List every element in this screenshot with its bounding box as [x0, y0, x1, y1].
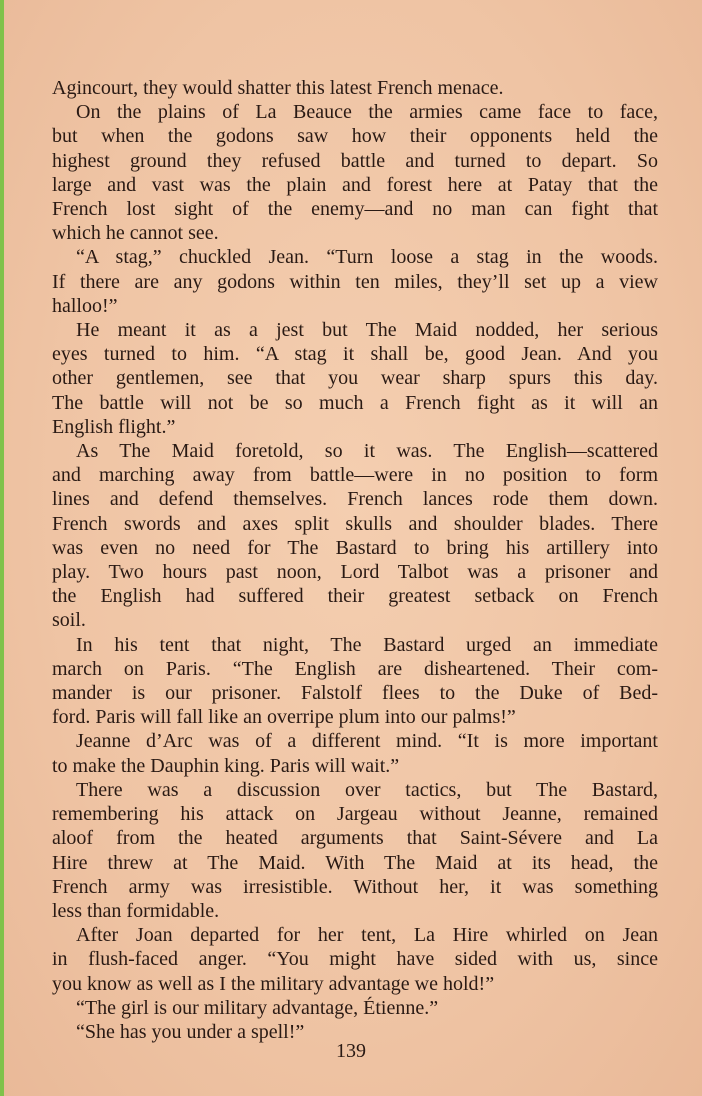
paragraph — [52, 100, 658, 245]
text-line: The battle will not be so much a French fight as it will an — [52, 391, 658, 414]
text-line: march on Paris. “The English are disheartened. Their com- — [52, 657, 658, 680]
text-line: “A stag,” chuckled Jean. “Turn loose a stag in the woods. — [76, 246, 658, 269]
page-edge — [0, 0, 4, 1096]
text-line: you know as well as I the military advantage we hold!” — [52, 972, 495, 995]
text-line: Jeanne d’Arc was of a different mind. “It is more important — [76, 730, 658, 753]
paragraph — [52, 318, 658, 439]
text-line: mander is our prisoner. Falstolf flees to the Duke of Bed- — [52, 682, 658, 705]
text-line: other gentlemen, see that you wear sharp spurs this day. — [52, 367, 658, 390]
text-line: large and vast was the plain and forest here at Patay that the — [52, 173, 658, 196]
paragraph — [52, 633, 658, 730]
text-line: In his tent that night, The Bastard urged an immediate — [76, 633, 658, 656]
text-line: French army was irresistible. Without her, it was something — [52, 875, 658, 898]
text-line: halloo!” — [52, 294, 118, 317]
paragraph — [52, 923, 658, 996]
text-line: and marching away from battle—were in no position to form — [52, 464, 658, 487]
text-line: soil. — [52, 609, 86, 632]
page-number: 139 — [336, 1040, 366, 1062]
paragraph — [52, 245, 658, 318]
paragraph — [52, 996, 658, 1020]
body-text — [52, 76, 658, 1044]
text-line: play. Two hours past noon, Lord Talbot was a prisoner and — [52, 561, 658, 584]
text-line: the English had suffered their greatest setback on French — [52, 585, 658, 608]
text-line: which he cannot see. — [52, 222, 219, 245]
text-line: less than formidable. — [52, 899, 220, 922]
text-line: in flush-faced anger. “You might have sided with us, since — [52, 948, 658, 971]
text-line: French swords and axes split skulls and shoulder blades. There — [52, 512, 658, 535]
text-line: was even no need for The Bastard to bring his artillery into — [52, 536, 658, 559]
text-line: eyes turned to him. “A stag it shall be, good Jean. And you — [52, 343, 658, 366]
text-line: French lost sight of the enemy—and no man can fight that — [52, 198, 658, 221]
text-line: There was a discussion over tactics, but The Bastard, — [76, 778, 658, 801]
text-line: to make the Dauphin king. Paris will wait.” — [52, 754, 400, 777]
text-line: As The Maid foretold, so it was. The English—scattered — [76, 440, 658, 463]
text-line: If there are any godons within ten miles, they’ll set up a view — [52, 270, 658, 293]
text-line: English flight.” — [52, 415, 176, 438]
text-line: highest ground they refused battle and turned to depart. So — [52, 149, 658, 172]
paragraph — [52, 729, 658, 777]
text-line: “The girl is our military advantage, Étienne.” — [76, 996, 439, 1019]
text-line: ford. Paris will fall like an overripe plum into our palms!” — [52, 706, 516, 729]
text-line: lines and defend themselves. French lances rode them down. — [52, 488, 658, 511]
paragraph — [52, 76, 658, 100]
paragraph — [52, 439, 658, 633]
paragraph — [52, 778, 658, 923]
text-line: He meant it as a jest but The Maid nodded, her serious — [76, 319, 658, 342]
text-line: After Joan departed for her tent, La Hire whirled on Jean — [76, 924, 658, 947]
text-line: Hire threw at The Maid. With The Maid at its head, the — [52, 851, 658, 874]
text-line: but when the godons saw how their opponents held the — [52, 125, 658, 148]
text-line: “She has you under a spell!” — [76, 1020, 305, 1043]
text-line: On the plains of La Beauce the armies came face to face, — [76, 101, 658, 124]
text-line: Agincourt, they would shatter this latest French menace. — [52, 77, 504, 99]
text-line: remembering his attack on Jargeau without Jeanne, remained — [52, 803, 658, 826]
text-line: aloof from the heated arguments that Saint-Sévere and La — [52, 827, 658, 850]
